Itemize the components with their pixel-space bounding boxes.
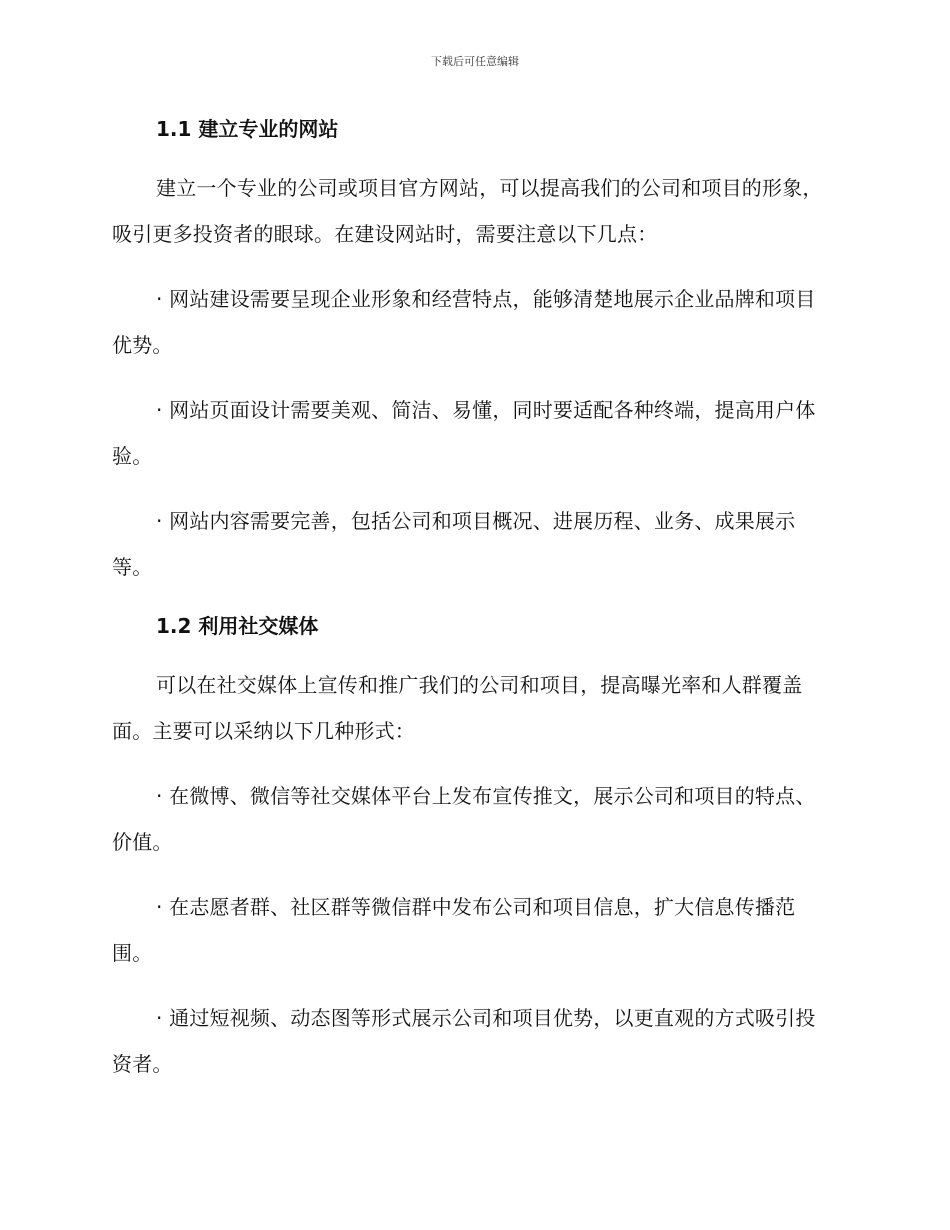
section-intro-paragraph: 可以在社交媒体上宣传和推广我们的公司和项目，提高曝光率和人群覆盖面。主要可以采纳以下几种形式： bbox=[112, 673, 803, 743]
bullet-paragraph: · 在微博、微信等社交媒体平台上发布宣传推文，展示公司和项目的特点、价值。 bbox=[112, 784, 816, 854]
running-header: 下载后可任意编辑 bbox=[431, 55, 519, 68]
section-intro-paragraph: 建立一个专业的公司或项目官方网站，可以提高我们的公司和项目的形象，吸引更多投资者的眼球。在建设网站时，需要注意以下几点： bbox=[112, 176, 823, 246]
bullet-paragraph: · 网站内容需要完善，包括公司和项目概况、进展历程、业务、成果展示等。 bbox=[112, 509, 796, 579]
section-heading: 1.2 利用社交媒体 bbox=[156, 614, 319, 638]
document-body bbox=[112, 112, 828, 1106]
section-heading: 1.1 建立专业的网站 bbox=[156, 117, 339, 141]
bullet-paragraph: · 通过短视频、动态图等形式展示公司和项目优势，以更直观的方式吸引投资者。 bbox=[112, 1006, 816, 1076]
bullet-paragraph: · 在志愿者群、社区群等微信群中发布公司和项目信息，扩大信息传播范围。 bbox=[112, 895, 796, 965]
bullet-paragraph: · 网站建设需要呈现企业形象和经营特点，能够清楚地展示企业品牌和项目优势。 bbox=[112, 287, 816, 357]
bullet-paragraph: · 网站页面设计需要美观、简洁、易懂，同时要适配各种终端，提高用户体验。 bbox=[112, 398, 816, 468]
